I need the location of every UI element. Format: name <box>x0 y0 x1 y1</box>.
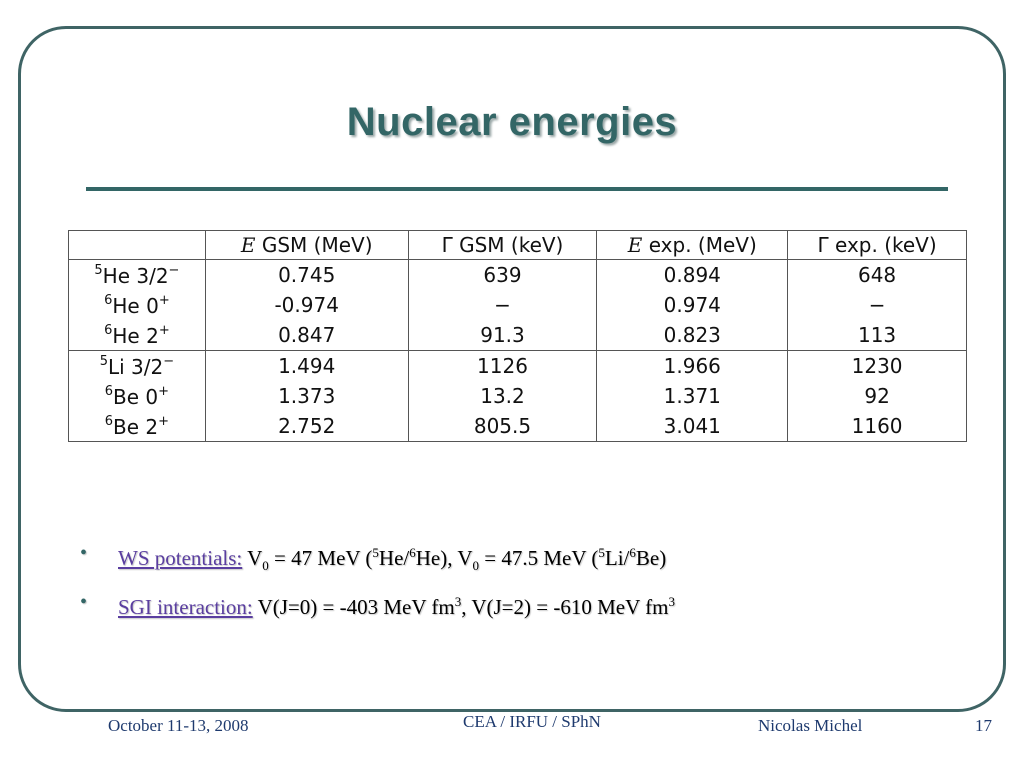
e-gsm-cell: 2.752 <box>205 411 408 442</box>
energies-table <box>68 230 967 442</box>
table-row <box>69 320 967 351</box>
gamma-exp-cell: 1160 <box>788 411 967 442</box>
bullet-marker: • <box>80 591 88 614</box>
title-underline <box>86 187 948 191</box>
table-row <box>69 351 967 382</box>
nucleus-cell: $^6$Be 0+ <box>69 381 206 411</box>
header-gamma-exp: Γ exp. (keV) <box>788 231 967 260</box>
gamma-gsm-cell: 805.5 <box>408 411 597 442</box>
nucleus-cell: $^6$Be 2+ <box>69 411 206 442</box>
table-row <box>69 381 967 411</box>
header-e-gsm: E GSM (MeV) <box>205 231 408 260</box>
e-exp-cell: 1.371 <box>597 381 788 411</box>
gamma-exp-cell: − <box>788 290 967 320</box>
e-exp-cell: 3.041 <box>597 411 788 442</box>
table-row <box>69 260 967 291</box>
e-gsm-cell: 1.373 <box>205 381 408 411</box>
ws-potentials-link[interactable]: WS potentials: <box>118 546 243 570</box>
gamma-exp-cell: 648 <box>788 260 967 291</box>
footer-date: October 11-13, 2008 <box>108 716 249 735</box>
e-gsm-cell: 0.847 <box>205 320 408 351</box>
footer-author: Nicolas Michel <box>758 716 863 735</box>
bullet-marker: • <box>80 542 88 564</box>
gamma-exp-cell: 113 <box>788 320 967 351</box>
footer-organization: CEA / IRFU / SPhN <box>463 712 601 731</box>
table-row <box>69 290 967 320</box>
footer-page-number: 17 <box>975 716 992 735</box>
table-header-row <box>69 231 967 260</box>
e-gsm-cell: 1.494 <box>205 351 408 382</box>
e-exp-cell: 1.966 <box>597 351 788 382</box>
bullet-ws-potentials: • WS potentials: $V_0 = 47$ MeV ($^5$He/$^6$He), $V_0 = 47.5$ MeV ($^5$Li/$^6$Be) <box>80 542 667 574</box>
bullet-list <box>80 540 675 630</box>
gamma-exp-cell: 92 <box>788 381 967 411</box>
e-exp-cell: 0.823 <box>597 320 788 351</box>
e-exp-cell: 0.894 <box>597 260 788 291</box>
nucleus-cell: $^6$He 0+ <box>69 290 206 320</box>
nucleus-cell: $^5$Li 3/2− <box>69 351 206 382</box>
table-row <box>69 411 967 442</box>
nucleus-cell: $^6$He 2+ <box>69 320 206 351</box>
slide-title: Nuclear energies <box>346 100 678 144</box>
e-gsm-cell: 0.745 <box>205 260 408 291</box>
gamma-gsm-cell: − <box>408 290 597 320</box>
gamma-gsm-cell: 91.3 <box>408 320 597 351</box>
nucleus-cell: $^5$He 3/2− <box>69 260 206 291</box>
header-gamma-gsm: Γ GSM (keV) <box>408 231 597 260</box>
gamma-exp-cell: 1230 <box>788 351 967 382</box>
gamma-gsm-cell: 1126 <box>408 351 597 382</box>
bullet-sgi-interaction: • SGI interaction: V(J=0) = -403 MeV $fm^3$, V(J=2) = -610 MeV $fm^3$ <box>80 591 675 620</box>
gamma-gsm-cell: 13.2 <box>408 381 597 411</box>
e-gsm-cell: -0.974 <box>205 290 408 320</box>
header-e-exp: E exp. (MeV) <box>597 231 788 260</box>
header-nucleus <box>69 231 206 260</box>
gamma-gsm-cell: 639 <box>408 260 597 291</box>
sgi-interaction-link[interactable]: SGI interaction: <box>118 595 253 620</box>
e-exp-cell: 0.974 <box>597 290 788 320</box>
